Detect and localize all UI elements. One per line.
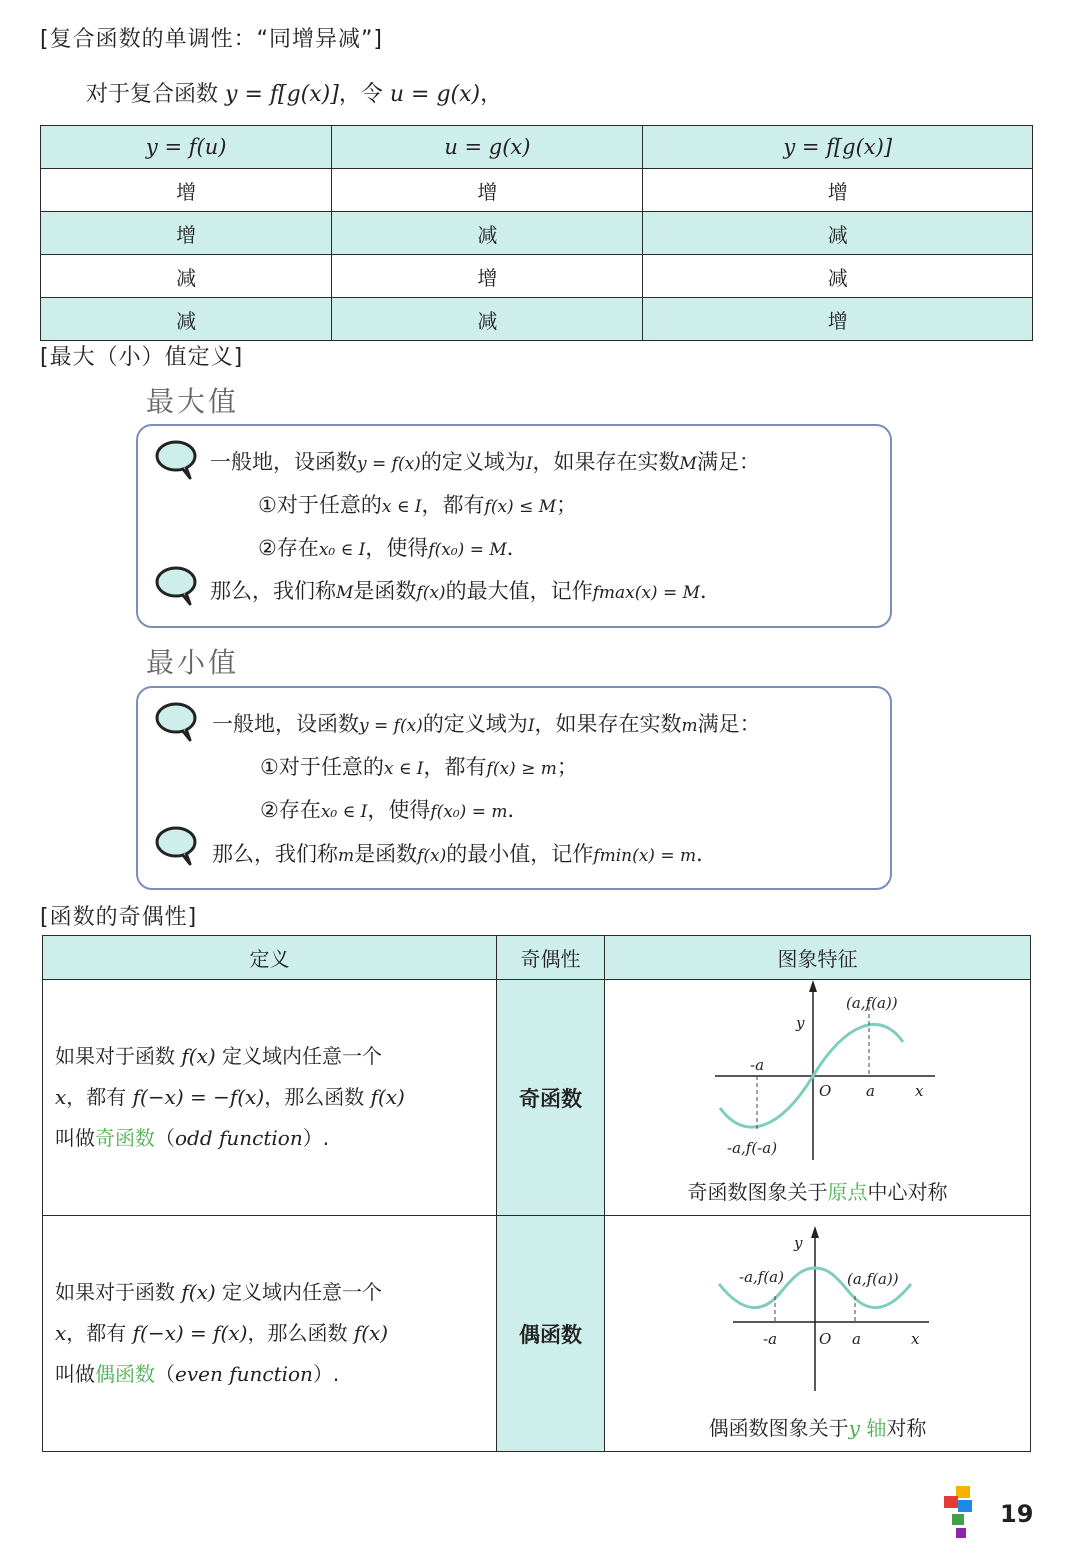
formula: f(x) xyxy=(181,1280,216,1304)
odd-graph-cell xyxy=(605,980,1031,1216)
label-origin: O xyxy=(819,1082,832,1100)
speech-bubble-icon xyxy=(154,564,200,606)
formula: fmax(x) = M xyxy=(592,583,701,603)
formula: f(x) xyxy=(417,846,447,866)
formula: x xyxy=(55,1085,67,1109)
min-title: 最小值 xyxy=(146,646,240,679)
label-left-point: -a,f(a) xyxy=(739,1268,784,1286)
formula: I xyxy=(527,716,535,736)
text: 满足： xyxy=(697,712,761,736)
composite-intro xyxy=(86,77,502,108)
label-neg-a: -a xyxy=(763,1330,778,1348)
header-parity: 奇偶性 xyxy=(496,936,604,980)
parity-table xyxy=(42,935,1031,1452)
text: 叫做 xyxy=(55,1362,95,1386)
intro-formula: y = f[g(x)] xyxy=(225,82,339,107)
text: ，使得 xyxy=(367,798,431,822)
text: 如果对于函数 xyxy=(55,1044,175,1068)
formula: x ∈ I xyxy=(383,759,424,779)
page-number: 19 xyxy=(1000,1500,1034,1528)
text: 一般地，设函数 xyxy=(212,712,359,736)
formula: f(x₀) = M xyxy=(428,540,507,560)
formula: m xyxy=(681,716,698,736)
max-line-1 xyxy=(210,446,760,476)
intro-formula2: u = g(x) xyxy=(389,82,481,107)
odd-term: 奇函数 xyxy=(95,1126,155,1150)
table-cell: 增 xyxy=(643,169,1033,212)
min-line-2 xyxy=(260,751,578,781)
header-definition: 定义 xyxy=(43,936,497,980)
formula: f(−x) = −f(x) xyxy=(132,1085,265,1109)
text: ． xyxy=(507,798,529,822)
table-header-row xyxy=(41,126,1033,169)
odd-def-line-2 xyxy=(55,1077,484,1118)
odd-definition xyxy=(43,980,497,1216)
table-row xyxy=(41,212,1033,255)
formula: y = f(x) xyxy=(359,716,423,736)
text: 一般地，设函数 xyxy=(210,450,357,474)
table-cell: 增 xyxy=(332,255,643,298)
highlight: 原点 xyxy=(827,1180,868,1204)
text: 满足： xyxy=(696,450,760,474)
text: 叫做 xyxy=(55,1126,95,1150)
table-cell: 增 xyxy=(332,169,643,212)
formula: x₀ ∈ I xyxy=(320,802,368,822)
formula: I xyxy=(525,454,533,474)
formula: fmin(x) = m xyxy=(593,846,697,866)
even-caption xyxy=(605,1412,1030,1441)
table-cell: 减 xyxy=(332,298,643,341)
text: 奇函数图象关于 xyxy=(687,1180,828,1204)
speech-bubble-icon xyxy=(154,824,200,866)
even-row xyxy=(43,1216,1031,1452)
text: 中心对称 xyxy=(867,1180,948,1204)
text: （ xyxy=(155,1362,175,1386)
text: 是函数 xyxy=(353,579,417,603)
formula: f(−x) = f(x) xyxy=(132,1321,248,1345)
label-origin: O xyxy=(819,1330,832,1348)
max-line-3 xyxy=(258,532,528,562)
intro-suffix: ， xyxy=(480,82,503,107)
max-line-4 xyxy=(210,575,721,605)
odd-caption xyxy=(605,1176,1030,1205)
text: 的定义域为 xyxy=(420,450,526,474)
text: ，都有 xyxy=(66,1321,127,1345)
text: ； xyxy=(556,755,578,779)
table-cell: 减 xyxy=(643,212,1033,255)
odd-def-line-1 xyxy=(55,1036,484,1077)
label-neg-a: -a xyxy=(750,1056,765,1074)
formula: f(x) xyxy=(416,583,446,603)
parity-heading: [函数的奇偶性] xyxy=(40,905,198,930)
min-line-1 xyxy=(212,708,761,738)
y-axis-arrow xyxy=(811,1226,819,1238)
text: ，那么函数 xyxy=(247,1321,348,1345)
label-y: y xyxy=(794,1234,803,1252)
formula: f(x) xyxy=(370,1085,405,1109)
parity-header-row xyxy=(43,936,1031,980)
even-def-line-1 xyxy=(55,1272,484,1313)
max-line-2 xyxy=(258,489,577,519)
text: 定义域内任意一个 xyxy=(222,1044,383,1068)
even-def-line-2 xyxy=(55,1313,484,1354)
highlight: 轴 xyxy=(866,1416,887,1440)
text: ； xyxy=(556,493,578,517)
text: ，都有 xyxy=(421,493,485,517)
composite-heading: [复合函数的单调性：“同增异减”] xyxy=(40,27,383,52)
header-outer: y = f(u) xyxy=(41,126,332,169)
text: （ xyxy=(155,1126,175,1150)
even-english-term: even function xyxy=(175,1362,313,1386)
table-cell: 减 xyxy=(41,255,332,298)
label-x: x xyxy=(915,1082,924,1100)
formula: f(x₀) = m xyxy=(430,802,508,822)
formula: M xyxy=(679,454,697,474)
even-definition xyxy=(43,1216,497,1452)
formula: y = f(x) xyxy=(357,454,421,474)
odd-row xyxy=(43,980,1031,1216)
label-x: x xyxy=(911,1330,920,1348)
label-right-point: (a,f(a)) xyxy=(847,1270,899,1288)
max-definition-box xyxy=(136,424,892,628)
even-kind: 偶函数 xyxy=(496,1216,604,1452)
text: 偶函数图象关于 xyxy=(708,1416,849,1440)
formula: M xyxy=(336,583,354,603)
formula: x ∈ I xyxy=(381,497,422,517)
text: ，那么函数 xyxy=(264,1085,365,1109)
text: ． xyxy=(696,842,718,866)
text: 的最小值，记作 xyxy=(446,842,594,866)
header-graph: 图象特征 xyxy=(605,936,1031,980)
table-cell: 增 xyxy=(41,212,332,255)
text: ②存在 xyxy=(260,798,321,822)
label-y: y xyxy=(796,1014,805,1032)
intro-prefix: 对于复合函数 xyxy=(86,82,219,107)
text: 定义域内任意一个 xyxy=(222,1280,383,1304)
odd-def-line-3 xyxy=(55,1118,484,1159)
monotonicity-table xyxy=(40,125,1033,341)
table-cell: 减 xyxy=(332,212,643,255)
formula: x xyxy=(55,1321,67,1345)
text: 如果对于函数 xyxy=(55,1280,175,1304)
odd-kind: 奇函数 xyxy=(496,980,604,1216)
formula: f(x) xyxy=(353,1321,389,1345)
label-a: a xyxy=(866,1082,875,1100)
text: 的最大值，记作 xyxy=(445,579,593,603)
min-line-4 xyxy=(212,838,717,868)
intro-mid: ，令 xyxy=(338,82,383,107)
text: ，都有 xyxy=(423,755,487,779)
max-title: 最大值 xyxy=(146,385,240,418)
text: 那么，我们称 xyxy=(210,579,336,603)
table-cell: 减 xyxy=(643,255,1033,298)
header-composite: y = f[g(x)] xyxy=(643,126,1033,169)
odd-english-term: odd function xyxy=(175,1126,303,1150)
speech-bubble-icon xyxy=(154,438,200,480)
table-cell: 增 xyxy=(41,169,332,212)
table-row xyxy=(41,298,1033,341)
even-term: 偶函数 xyxy=(95,1362,155,1386)
text: 对称 xyxy=(886,1416,927,1440)
label-a: a xyxy=(852,1330,861,1348)
table-row xyxy=(41,255,1033,298)
text: 是函数 xyxy=(354,842,418,866)
text: ）. xyxy=(302,1126,330,1150)
text: ①对于任意的 xyxy=(258,493,382,517)
table-cell: 减 xyxy=(41,298,332,341)
label-bottom-point: -a,f(-a) xyxy=(727,1139,778,1157)
highlight-y: y xyxy=(848,1416,860,1440)
formula: m xyxy=(338,846,355,866)
text: ． xyxy=(700,579,722,603)
min-definition-box xyxy=(136,686,892,890)
text: ，都有 xyxy=(66,1085,127,1109)
formula: x₀ ∈ I xyxy=(318,540,366,560)
text: ． xyxy=(506,536,528,560)
text: ②存在 xyxy=(258,536,319,560)
min-line-3 xyxy=(260,794,528,824)
extreme-heading: [最大（小）值定义] xyxy=(40,345,244,370)
publisher-logo-icon xyxy=(942,1486,986,1540)
text: ，如果存在实数 xyxy=(534,712,682,736)
text: 那么，我们称 xyxy=(212,842,338,866)
text: 的定义域为 xyxy=(422,712,528,736)
text: ，如果存在实数 xyxy=(532,450,680,474)
y-axis-arrow xyxy=(809,980,817,992)
formula: f(x) xyxy=(181,1044,216,1068)
text: ①对于任意的 xyxy=(260,755,384,779)
formula: f(x) ≥ m xyxy=(486,759,557,779)
label-top-point: (a,f(a)) xyxy=(846,994,898,1012)
text: ）. xyxy=(312,1362,340,1386)
text: ，使得 xyxy=(365,536,429,560)
formula: f(x) ≤ M xyxy=(484,497,557,517)
header-inner: u = g(x) xyxy=(332,126,643,169)
table-row xyxy=(41,169,1033,212)
even-def-line-3 xyxy=(55,1354,484,1395)
speech-bubble-icon xyxy=(154,700,200,742)
even-graph-cell xyxy=(605,1216,1031,1452)
table-cell: 增 xyxy=(643,298,1033,341)
